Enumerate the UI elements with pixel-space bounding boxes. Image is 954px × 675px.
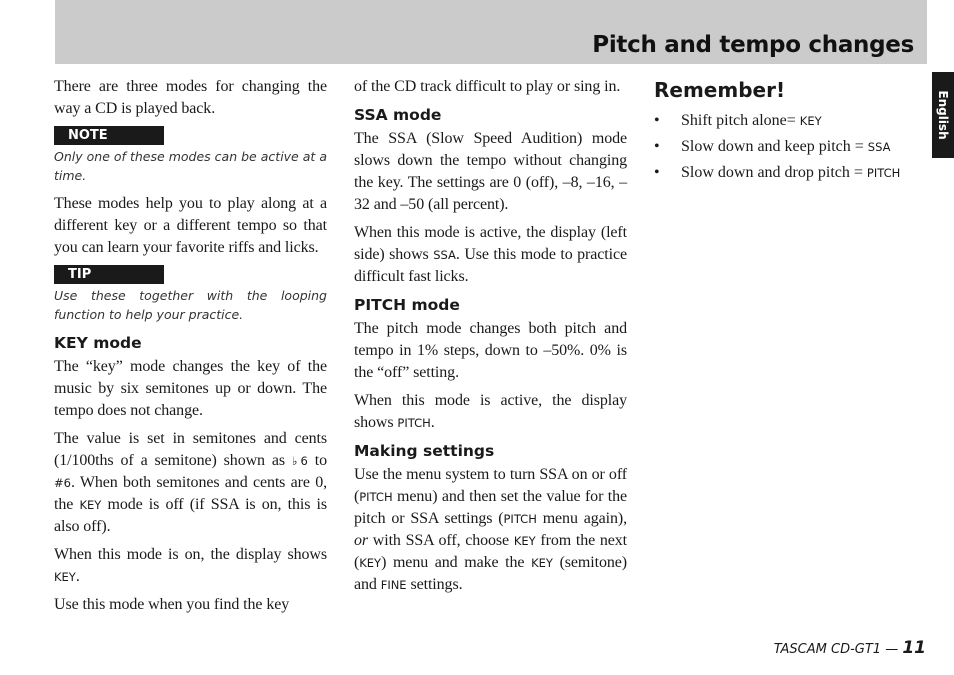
key-mode-paragraph-2: The value is set in semitones and cents (1/100ths of a semitone) shown as ♭6 to #6. When both semitones and cents are 0, the KEY mode is off (if SSA is on, this is also off). [54, 430, 327, 535]
pitch-mode-heading: PITCH mode [354, 296, 460, 314]
list-item: • Slow down and drop pitch = PITCH [654, 160, 926, 186]
language-tab-label: English [936, 90, 950, 140]
making-settings-heading: Making settings [354, 442, 495, 460]
ssa-mode-heading: SSA mode [354, 106, 442, 124]
column-left [54, 76, 327, 622]
key-mode-paragraph-3: When this mode is on, the display shows KEY. [54, 546, 327, 585]
note-text: Only one of these modes can be active at a time. [54, 149, 327, 183]
ssa-mode-paragraph-1: The SSA (Slow Speed Audition) mode slows down the tempo without changing the key. The settings are 0 (off), –8, –16, –32 and –50 (all percent). [354, 130, 627, 213]
tip-text: Use these together with the looping function to help your practice. [54, 288, 327, 322]
key-code: KEY [79, 498, 102, 512]
note-label: NOTE [54, 126, 164, 145]
ssa-code: SSA [433, 248, 456, 262]
header-bar [55, 0, 927, 64]
list-item: • Slow down and keep pitch = SSA [654, 134, 926, 160]
key-mode-paragraph-4: Use this mode when you find the key [54, 596, 290, 613]
page-title: Pitch and tempo changes [592, 32, 914, 58]
intro-paragraph: There are three modes for changing the way a CD is played back. [54, 78, 327, 117]
list-item: • Shift pitch alone= KEY [654, 108, 926, 134]
footer-model: TASCAM CD-GT1 — [773, 642, 903, 657]
page-number: 11 [902, 638, 926, 658]
making-settings-paragraph: Use the menu system to turn SSA on or off (PITCH menu) and then set the value for the pitch or SSA settings (PITCH menu again), or with SSA off, choose KEY from the next (KEY) menu and make the KEY (semitone) and FINE settings. [354, 466, 628, 593]
column-right [654, 76, 926, 186]
tip-label: TIP [54, 265, 164, 284]
sharp-six-code: #6 [54, 476, 71, 490]
pitch-mode-paragraph-2: When this mode is active, the display shows PITCH. [354, 392, 627, 431]
pitch-mode-paragraph-1: The pitch mode changes both pitch and tempo in 1% steps, down to –50%. 0% is the “off” setting. [354, 320, 627, 381]
remember-list [654, 108, 926, 186]
remember-heading: Remember! [654, 78, 786, 102]
modes-paragraph: These modes help you to play along at a different key or a different tempo so that you can learn your favorite riffs and licks. [54, 195, 327, 256]
pitch-code: PITCH [397, 416, 431, 430]
language-tab [932, 72, 954, 158]
continued-paragraph: of the CD track difficult to play or sing in. [354, 78, 621, 95]
ssa-mode-paragraph-2: When this mode is active, the display (left side) shows SSA. Use this mode to practice difficult fast licks. [354, 224, 627, 285]
flat-six-code: ♭6 [291, 454, 308, 468]
key-mode-heading: KEY mode [54, 334, 142, 352]
column-middle [354, 76, 627, 602]
page-footer [774, 638, 926, 658]
key-mode-paragraph-1: The “key” mode changes the key of the music by six semitones up or down. The tempo does not change. [54, 358, 327, 419]
key-display-code: KEY [54, 570, 76, 584]
